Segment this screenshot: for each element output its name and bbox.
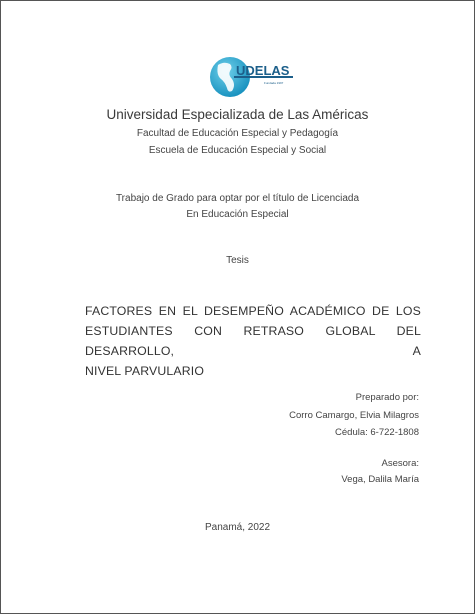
author-name: Corro Camargo, Elvia Milagros xyxy=(289,410,419,421)
degree-line-1: Trabajo de Grado para optar por el título de Licenciada xyxy=(115,193,360,204)
prepared-by-label: Preparado por: xyxy=(355,392,419,403)
place-date: Panamá, 2022 xyxy=(204,522,271,533)
title-line-2: ESTUDIANTES CON RETRASO GLOBAL DEL DESARROLLO, A xyxy=(85,324,421,358)
logo-subtext: Fundada 1997 xyxy=(264,81,284,85)
title-line-1: FACTORES EN EL DESEMPEÑO ACADÉMICO DE LOS xyxy=(85,304,421,318)
document-type: Tesis xyxy=(226,255,249,266)
school-name: Escuela de Educación Especial y Social xyxy=(148,145,327,156)
university-name: Universidad Especializada de Las Américas xyxy=(106,107,369,122)
faculty-name: Facultad de Educación Especial y Pedagogía xyxy=(136,128,339,139)
udelas-logo-icon xyxy=(206,55,296,101)
thesis-title xyxy=(85,301,421,381)
advisor-name: Vega, Dalila María xyxy=(341,474,419,485)
degree-line-2: En Educación Especial xyxy=(186,209,289,220)
advisor-label: Asesora: xyxy=(381,458,419,469)
logo-text: UDELAS xyxy=(236,63,290,78)
author-id-card: Cédula: 6-722-1808 xyxy=(335,427,419,438)
title-line-3: NIVEL PARVULARIO xyxy=(85,364,205,378)
